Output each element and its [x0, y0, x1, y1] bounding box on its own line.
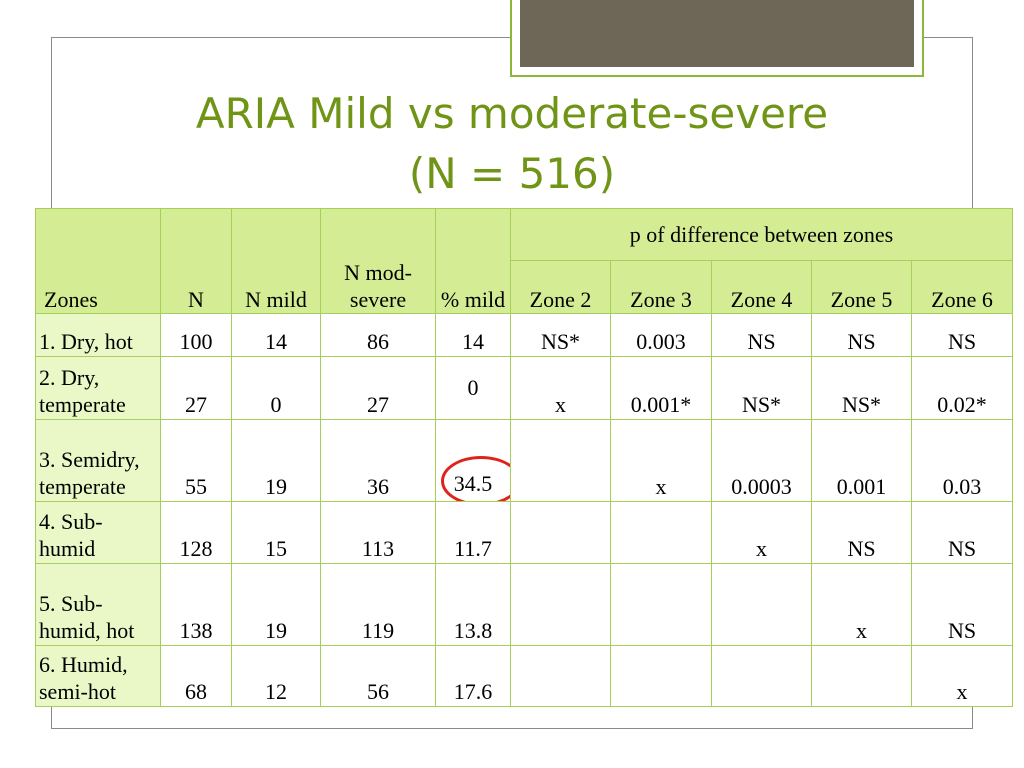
- table-row: [36, 502, 1013, 564]
- header-zone-6: Zone 6: [912, 261, 1013, 314]
- zone-label: 3. Semidry, temperate: [36, 420, 161, 502]
- cell-n-mild: 19: [232, 420, 321, 502]
- cell-n-mild: 14: [232, 314, 321, 357]
- header-pct-mild: % mild: [436, 209, 511, 314]
- cell-zone-3: x: [611, 420, 712, 502]
- header-zone-4: Zone 4: [712, 261, 812, 314]
- cell-n-mod: 113: [321, 502, 436, 564]
- cell-zone-2: [511, 502, 611, 564]
- title-line-1: ARIA Mild vs moderate-severe: [195, 89, 829, 138]
- cell-zone-2: x: [511, 357, 611, 420]
- cell-zone-5: 0.001: [812, 420, 912, 502]
- cell-n: 55: [161, 420, 232, 502]
- decorative-photo: [520, 0, 914, 67]
- table-row: [36, 357, 1013, 420]
- zone-label: 4. Sub-humid: [36, 502, 161, 564]
- cell-n-mild: 12: [232, 646, 321, 707]
- header-zones: Zones: [36, 209, 161, 314]
- header-zone-3: Zone 3: [611, 261, 712, 314]
- cell-pct: 14: [436, 314, 511, 357]
- cell-pct: 0: [436, 357, 511, 420]
- cell-n: 100: [161, 314, 232, 357]
- cell-zone-5: [812, 646, 912, 707]
- cell-zone-3: 0.003: [611, 314, 712, 357]
- table-row: [36, 646, 1013, 707]
- cell-n: 138: [161, 564, 232, 646]
- zones-table: [35, 208, 1013, 707]
- red-circle-highlight: [441, 456, 511, 502]
- cell-n-mild: 15: [232, 502, 321, 564]
- table-row: [36, 564, 1013, 646]
- cell-zone-6: 0.03: [912, 420, 1013, 502]
- cell-zone-2: [511, 564, 611, 646]
- cell-zone-3: [611, 646, 712, 707]
- cell-zone-6: 0.02*: [912, 357, 1013, 420]
- cell-n-mod: 119: [321, 564, 436, 646]
- cell-pct: 13.8: [436, 564, 511, 646]
- header-zone-2: Zone 2: [511, 261, 611, 314]
- cell-zone-4: 0.0003: [712, 420, 812, 502]
- cell-zone-5: x: [812, 564, 912, 646]
- decorative-photo-frame: [510, 0, 924, 77]
- header-p-difference: p of difference between zones: [511, 209, 1013, 261]
- cell-zone-4: NS: [712, 314, 812, 357]
- cell-n-mild: 19: [232, 564, 321, 646]
- header-zone-5: Zone 5: [812, 261, 912, 314]
- cell-n-mod: 86: [321, 314, 436, 357]
- cell-zone-6: x: [912, 646, 1013, 707]
- cell-zone-3: [611, 502, 712, 564]
- cell-zone-5: NS*: [812, 357, 912, 420]
- cell-zone-4: [712, 646, 812, 707]
- cell-pct-highlighted: [436, 420, 511, 502]
- header-n-mod-severe: N mod-severe: [321, 209, 436, 314]
- zone-label: 5. Sub-humid, hot: [36, 564, 161, 646]
- cell-zone-6: NS: [912, 314, 1013, 357]
- cell-zone-2: NS*: [511, 314, 611, 357]
- cell-pct: 17.6: [436, 646, 511, 707]
- cell-zone-2: [511, 420, 611, 502]
- cell-zone-6: NS: [912, 564, 1013, 646]
- cell-zone-4: [712, 564, 812, 646]
- cell-zone-5: NS: [812, 502, 912, 564]
- cell-zone-3: [611, 564, 712, 646]
- cell-zone-3: 0.001*: [611, 357, 712, 420]
- cell-pct: 11.7: [436, 502, 511, 564]
- cell-n-mod: 56: [321, 646, 436, 707]
- header-n: N: [161, 209, 232, 314]
- cell-pct: 34.5: [453, 471, 493, 496]
- cell-n-mild: 0: [232, 357, 321, 420]
- header-n-mild: N mild: [232, 209, 321, 314]
- title-line-2: (N = 516): [408, 149, 616, 198]
- cell-n: 27: [161, 357, 232, 420]
- zone-label: 6. Humid, semi-hot: [36, 646, 161, 707]
- zone-label: 2. Dry, temperate: [36, 357, 161, 420]
- highlighted-value: [454, 470, 493, 497]
- cell-zone-4: x: [712, 502, 812, 564]
- table-row: [36, 314, 1013, 357]
- cell-zone-4: NS*: [712, 357, 812, 420]
- cell-n-mod: 27: [321, 357, 436, 420]
- slide-title: [0, 84, 1024, 204]
- cell-n: 68: [161, 646, 232, 707]
- cell-n: 128: [161, 502, 232, 564]
- zone-label: 1. Dry, hot: [36, 314, 161, 357]
- cell-n-mod: 36: [321, 420, 436, 502]
- cell-zone-5: NS: [812, 314, 912, 357]
- table-row: [36, 420, 1013, 502]
- cell-zone-2: [511, 646, 611, 707]
- cell-zone-6: NS: [912, 502, 1013, 564]
